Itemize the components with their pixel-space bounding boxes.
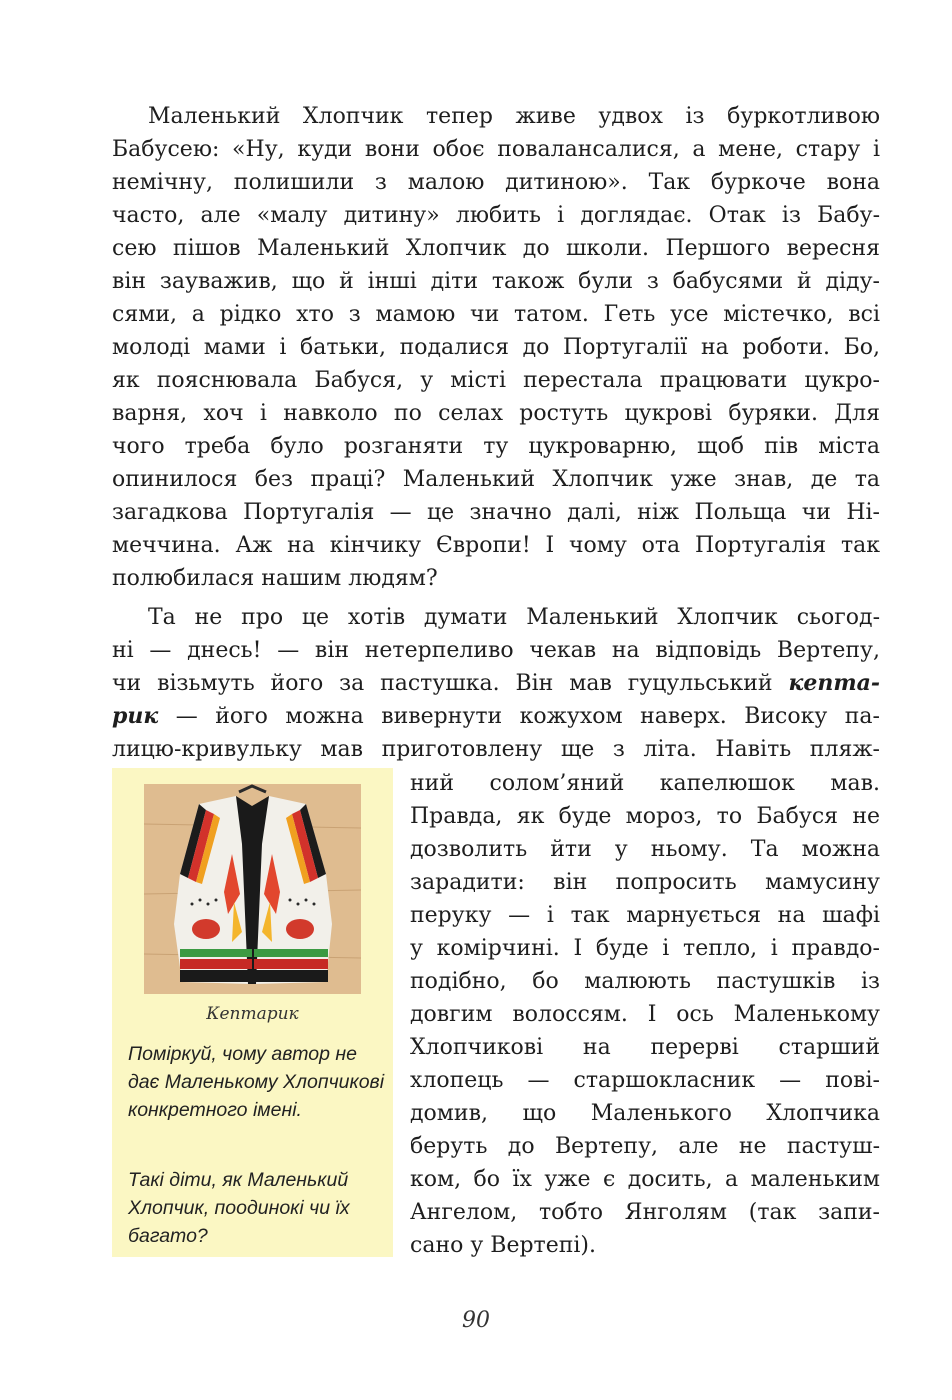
text-line: немічну, полишили з малою дитиною». Так буркоче вона: [112, 170, 880, 195]
text-line: ний солом’яний капелюшок мав.: [410, 771, 880, 796]
question-2: Такі діти, як Маленький Хлопчик, поодинокі чи їх багато?: [128, 1169, 350, 1247]
text-line: у комірчині. І буде і тепло, і правдо-: [410, 936, 880, 961]
text-line: часто, але «малу дитину» любить і доглядає. Отак із Бабу-: [112, 203, 880, 228]
text-fragment: чи візьмуть його за пастушка. Він мав гуцульський: [112, 671, 789, 696]
question-1: Поміркуй, чому автор не дає Маленькому Хлопчикові конкретного імені.: [128, 1043, 385, 1121]
text-line: дозволить йти у ньому. Та можна: [410, 837, 880, 862]
emphasis-term: рик: [112, 703, 159, 729]
text-line: зарадити: він попросить мамусину: [410, 870, 880, 895]
text-line: хлопець — старшокласник — пові-: [410, 1068, 880, 1093]
text-line: сею пішов Маленький Хлопчик до школи. Першого вересня: [112, 236, 880, 261]
text-line: Правда, як буде мороз, то Бабуся не: [410, 804, 880, 829]
text-line: варня, хоч і навколо по селах ростуть цукрові буряки. Для: [112, 401, 880, 426]
side-text: [410, 767, 880, 1262]
text-line: лицю-кривульку мав приготовлену ще з літа. Навіть пляж-: [112, 737, 880, 762]
text-line: ні — днесь! — він нетерпеливо чекав на відповідь Вертепу,: [112, 638, 880, 663]
text-line: меччина. Аж на кінчику Європи! І чому ота Португалія так: [112, 533, 880, 558]
text-line: [112, 700, 880, 733]
text-line: подібно, бо малюють пастушків із: [410, 969, 880, 994]
page-number: 90: [462, 1308, 490, 1333]
text-line: Ангелом, тобто Янголям (так запи-: [410, 1200, 880, 1225]
text-line: загадкова Португалія — це значно далі, ніж Польща чи Ні-: [112, 500, 880, 525]
text-line: беруть до Вертепу, але не пастуш-: [410, 1134, 880, 1159]
emphasis-term: кепта-: [788, 670, 880, 696]
text-line: сями, а рідко хто з мамою чи татом. Геть усе містечко, всі: [112, 302, 880, 327]
text-line: молоді мами і батьки, подалися до Португалії на роботи. Бо,: [112, 335, 880, 360]
text-line: Маленький Хлопчик тепер живе удвох із буркотливою: [148, 104, 880, 129]
text-line: він зауважив, що й інші діти також були з бабусями й діду-: [112, 269, 880, 294]
image-caption: Кептарик: [206, 1004, 299, 1024]
text-fragment: — його можна вивернути кожухом наверх. Високу па-: [158, 704, 880, 729]
text-line: Та не про це хотів думати Маленький Хлопчик сьогод-: [148, 605, 880, 630]
text-line: сано у Вертепі).: [410, 1233, 597, 1258]
text-line: чого треба було розганяти ту цукроварню, щоб пів міста: [112, 434, 880, 459]
text-line: довгим волоссям. І ось Маленькому: [410, 1002, 880, 1027]
text-line: Хлопчикові на перерві старший: [410, 1035, 880, 1060]
text-line: ком, бо їх уже є досить, а маленьким: [410, 1167, 880, 1192]
text-line: полюбилася нашим людям?: [112, 566, 438, 591]
vest-illustration: [144, 784, 361, 994]
text-line: [112, 667, 880, 700]
sidebar-box: [112, 768, 393, 1257]
text-line: перуку — і так марнується на шафі: [410, 903, 880, 928]
text-line: домив, що Маленького Хлопчика: [410, 1101, 880, 1126]
text-line: опинилося без праці? Маленький Хлопчик уже знав, де та: [112, 467, 880, 492]
text-line: як пояснювала Бабуся, у місті перестала працювати цукро-: [112, 368, 880, 393]
main-text: [112, 100, 880, 766]
keptaryk-image: [144, 784, 361, 994]
text-line: Бабусею: «Ну, куди вони обоє повалансалися, а мене, стару і: [112, 137, 880, 162]
